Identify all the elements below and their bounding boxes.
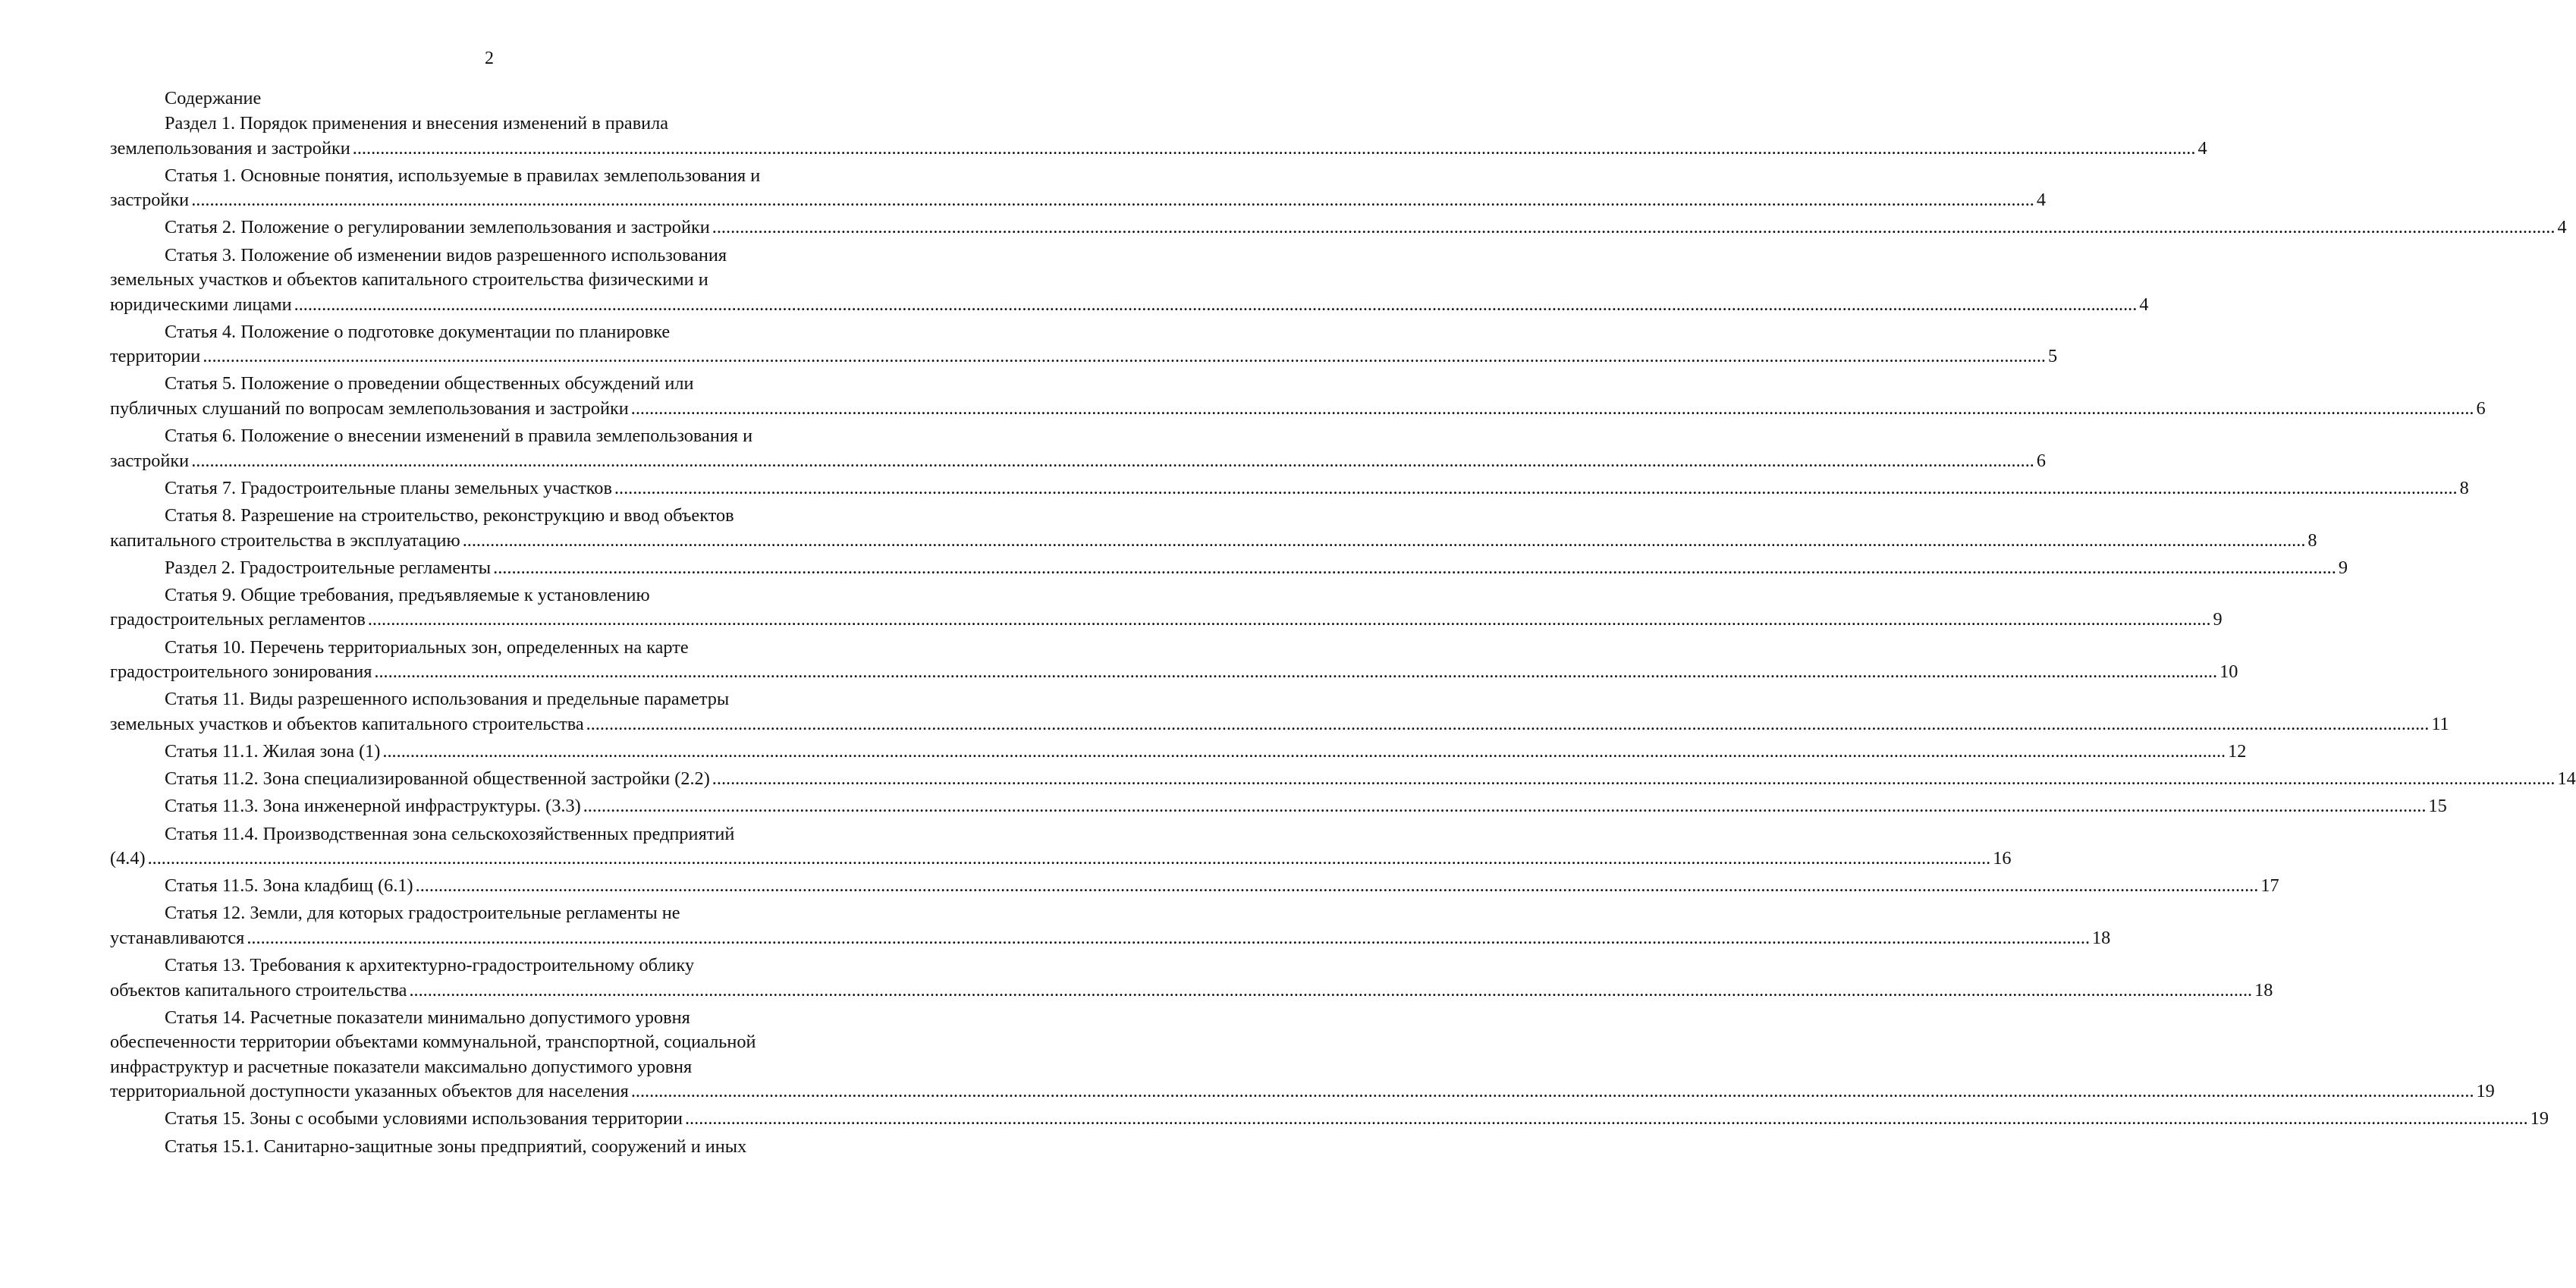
toc-entry-text: обеспеченности территории объектами коммунальной, транспортной, социальной	[110, 1032, 756, 1053]
toc-entry-text: Статья 3. Положение об изменении видов разрешенного использования	[165, 244, 727, 265]
toc-page-number: 16	[1993, 848, 2012, 869]
toc-entry[interactable]	[110, 504, 2317, 553]
toc-entry-text: публичных слушаний по вопросам землепользования и застройки	[110, 397, 629, 419]
toc-entry-text: землепользования и застройки	[110, 137, 350, 159]
toc-entry-line	[110, 164, 876, 189]
toc-entry-text: Статья 4. Положение о подготовке документации по планировке	[165, 321, 671, 342]
toc-entry[interactable]	[110, 424, 2047, 473]
toc-entry[interactable]	[110, 687, 2449, 737]
toc-entry-line	[110, 344, 2058, 369]
toc-leader-dots: ................................................................................................................................................................................................................................................................................................................................................................................................................	[147, 848, 1991, 869]
toc-entry-text: капитального строительства в эксплуатацию	[110, 529, 460, 551]
toc-entry-line	[110, 529, 2317, 554]
toc-entry[interactable]	[110, 583, 2223, 633]
toc-entry-text: Статья 13. Требования к архитектурно-градостроительному облику	[165, 955, 695, 976]
toc-entry[interactable]	[110, 767, 2576, 792]
toc-leader-dots: ................................................................................................................................................................................................................................................................................................................................................................................................................	[712, 217, 2556, 238]
toc-entry-text: Раздел 2. Градостроительные регламенты	[165, 557, 492, 578]
toc-page-number: 4	[2557, 217, 2567, 238]
toc-page-number: 6	[2476, 397, 2486, 419]
toc-entry-text: территории	[110, 346, 201, 367]
toc-entry[interactable]	[110, 164, 2047, 213]
toc-leader-dots: ................................................................................................................................................................................................................................................................................................................................................................................................................	[247, 927, 2091, 948]
toc-leader-dots: ................................................................................................................................................................................................................................................................................................................................................................................................................	[374, 661, 2218, 683]
toc-entry-line	[110, 660, 2238, 685]
toc-entry-text: Статья 8. Разрешение на строительство, реконструкцию и ввод объектов	[165, 505, 734, 526]
toc-entry-text: Статья 2. Положение о регулировании землепользования и застройки	[165, 217, 710, 238]
toc-leader-dots: ................................................................................................................................................................................................................................................................................................................................................................................................................	[684, 1108, 2528, 1129]
toc-entry-line	[110, 1055, 876, 1080]
toc-page-number: 6	[2036, 450, 2047, 471]
toc-entry-text: Статья 7. Градостроительные планы земельных участков	[165, 477, 612, 498]
toc-heading: Содержание	[165, 88, 262, 108]
toc-entry-line	[110, 424, 876, 449]
toc-page-number: 18	[2092, 927, 2111, 948]
toc-entry[interactable]	[110, 740, 2247, 765]
toc-entry[interactable]	[110, 556, 2348, 581]
toc-page-number: 18	[2254, 979, 2273, 1001]
toc-entry[interactable]	[110, 953, 2273, 1003]
toc-entry-line	[110, 293, 2149, 318]
toc-page-number: 19	[2530, 1108, 2549, 1129]
toc-entry[interactable]	[110, 476, 2469, 501]
toc-entry-text: устанавливаются	[110, 927, 245, 948]
toc-entry-line	[110, 137, 2207, 162]
toc-entry-text: Статья 11.2. Зона специализированной общественной застройки (2.2)	[165, 768, 710, 790]
toc-entry-line	[110, 608, 2223, 633]
toc-entry-line	[110, 847, 2012, 872]
toc-entry[interactable]	[110, 215, 2567, 240]
toc-entry-line	[110, 767, 2576, 792]
toc-entry-line	[110, 1107, 2549, 1132]
toc-entry[interactable]	[110, 901, 2111, 950]
toc-page-number: 19	[2476, 1081, 2495, 1102]
toc-leader-dots: ................................................................................................................................................................................................................................................................................................................................................................................................................	[409, 979, 2253, 1001]
toc-entry-line	[110, 476, 2469, 501]
toc-entry[interactable]	[110, 822, 2012, 872]
toc-entry-line	[110, 1030, 876, 1055]
toc-page-number: 5	[2048, 346, 2058, 367]
toc-entry-text: градостроительного зонирования	[110, 661, 372, 683]
toc-entry-line	[110, 243, 876, 269]
toc-entry[interactable]	[110, 112, 2207, 161]
toc-entry-text: (4.4)	[110, 848, 146, 869]
toc-page-number: 15	[2428, 796, 2447, 817]
toc-page-number: 11	[2431, 713, 2449, 734]
toc-entry-text: застройки	[110, 190, 190, 211]
toc-entry-text: территориальной доступности указанных объектов для населения	[110, 1081, 629, 1102]
toc-entry[interactable]	[110, 1107, 2549, 1132]
toc-entry-line	[110, 794, 2447, 819]
toc-entry-text: Статья 15. Зоны с особыми условиями использования территории	[165, 1108, 683, 1129]
toc-entry[interactable]	[110, 372, 2486, 421]
toc-leader-dots: ................................................................................................................................................................................................................................................................................................................................................................................................................	[294, 294, 2138, 315]
toc-page-number: 9	[2338, 557, 2348, 578]
toc-entry-line	[110, 740, 2247, 765]
toc-entry-text: объектов капитального строительства	[110, 979, 407, 1001]
toc-entry-line	[110, 636, 876, 661]
toc-entry-line	[110, 112, 876, 137]
toc-entry-text: земельных участков и объектов капитального строительства физическими и	[110, 269, 708, 291]
toc-entry-text: Статья 1. Основные понятия, используемые в правилах землепользования и	[165, 165, 761, 186]
toc-leader-dots: ................................................................................................................................................................................................................................................................................................................................................................................................................	[191, 450, 2034, 471]
toc-entry-text: земельных участков и объектов капитального строительства	[110, 713, 584, 734]
toc-entry-text: Статья 5. Положение о проведении общественных обсуждений или	[165, 373, 694, 394]
toc-entry-line	[110, 583, 876, 608]
toc-entry-text: юридическими лицами	[110, 294, 292, 315]
toc-entry-text: инфраструктур и расчетные показатели максимально допустимого уровня	[110, 1056, 693, 1077]
toc-page-number: 4	[2139, 294, 2149, 315]
toc-entry[interactable]	[110, 1006, 2495, 1104]
toc-entry[interactable]	[110, 636, 2238, 685]
toc-entry-text: Статья 6. Положение о внесении изменений в правила землепользования и	[165, 426, 753, 447]
toc-leader-dots: ................................................................................................................................................................................................................................................................................................................................................................................................................	[415, 875, 2259, 897]
toc-entry[interactable]	[110, 1135, 876, 1160]
toc-entry-text: Статья 9. Общие требования, предъявляемые к установлению	[165, 584, 650, 605]
toc-leader-dots: ................................................................................................................................................................................................................................................................................................................................................................................................................	[367, 609, 2211, 630]
toc-entry-line	[110, 397, 2486, 422]
toc-leader-dots: ................................................................................................................................................................................................................................................................................................................................................................................................................	[583, 796, 2427, 817]
toc-leader-dots: ................................................................................................................................................................................................................................................................................................................................................................................................................	[191, 190, 2034, 211]
toc-page-number: 12	[2228, 740, 2247, 762]
toc-entry-line	[110, 188, 2047, 213]
toc-entry-line	[110, 901, 876, 926]
toc-leader-dots: ................................................................................................................................................................................................................................................................................................................................................................................................................	[462, 529, 2306, 551]
toc-entry[interactable]	[110, 874, 2279, 899]
toc-entry-line	[110, 712, 2449, 737]
toc-entry-line	[110, 268, 876, 293]
toc-leader-dots: ................................................................................................................................................................................................................................................................................................................................................................................................................	[382, 740, 2226, 762]
toc-entries	[110, 112, 2576, 1159]
toc-page-number: 4	[2197, 137, 2207, 159]
toc-entry-text: градостроительных регламентов	[110, 609, 366, 630]
toc-entry-line	[110, 320, 876, 345]
toc-page-number: 4	[2036, 190, 2047, 211]
toc-entry-line	[110, 926, 2111, 951]
toc-entry-line	[110, 874, 2279, 899]
toc-page-number: 10	[2219, 661, 2238, 683]
toc-entry-text: Статья 14. Расчетные показатели минимально допустимого уровня	[165, 1007, 690, 1028]
toc-entry[interactable]	[110, 243, 2149, 318]
toc-entry-line	[110, 215, 2567, 240]
toc-entry-line	[110, 504, 876, 529]
toc-leader-dots: ................................................................................................................................................................................................................................................................................................................................................................................................................	[614, 477, 2458, 498]
toc-entry-text: Статья 11.1. Жилая зона (1)	[165, 740, 381, 762]
toc-leader-dots: ................................................................................................................................................................................................................................................................................................................................................................................................................	[203, 346, 2046, 367]
toc-entry-line	[110, 556, 2348, 581]
toc-entry-line	[110, 372, 876, 397]
toc-page-number: 17	[2260, 875, 2279, 897]
toc-leader-dots: ................................................................................................................................................................................................................................................................................................................................................................................................................	[586, 713, 2430, 734]
toc-entry-line	[110, 953, 876, 979]
toc-page-number: 8	[2459, 477, 2469, 498]
toc-entry-text: Статья 11.5. Зона кладбищ (6.1)	[165, 875, 413, 897]
toc-entry[interactable]	[110, 794, 2447, 819]
toc-entry-text: Раздел 1. Порядок применения и внесения изменений в правила	[165, 113, 669, 134]
toc-entry[interactable]	[110, 320, 2058, 369]
toc-entry-line	[110, 1135, 876, 1160]
toc-entry-line	[110, 687, 876, 712]
toc-leader-dots: ................................................................................................................................................................................................................................................................................................................................................................................................................	[493, 557, 2336, 578]
toc-page-number: 14	[2557, 768, 2576, 790]
toc-page-number: 9	[2213, 609, 2223, 630]
toc-entry-text: застройки	[110, 450, 190, 471]
toc-leader-dots: ................................................................................................................................................................................................................................................................................................................................................................................................................	[630, 1081, 2474, 1102]
toc-entry-line	[110, 1006, 876, 1031]
toc-entry-text: Статья 12. Земли, для которых градостроительные регламенты не	[165, 903, 680, 924]
toc-entry-text: Статья 10. Перечень территориальных зон, определенных на карте	[165, 636, 689, 658]
toc-entry-text: Статья 11.3. Зона инженерной инфраструктуры. (3.3)	[165, 796, 581, 817]
page-number: 2	[485, 49, 494, 68]
toc-entry-line	[110, 822, 876, 847]
toc-entry-text: Статья 11.4. Производственная зона сельскохозяйственных предприятий	[165, 823, 735, 844]
toc-entry-line	[110, 1079, 2495, 1104]
toc-entry-line	[110, 449, 2047, 474]
toc-leader-dots: ................................................................................................................................................................................................................................................................................................................................................................................................................	[630, 397, 2474, 419]
toc-leader-dots: ................................................................................................................................................................................................................................................................................................................................................................................................................	[352, 137, 2196, 159]
toc-entry-text: Статья 11. Виды разрешенного использования и предельные параметры	[165, 689, 730, 710]
table-of-contents	[110, 86, 2576, 1162]
toc-leader-dots: ................................................................................................................................................................................................................................................................................................................................................................................................................	[712, 768, 2556, 790]
toc-page-number: 8	[2307, 529, 2317, 551]
toc-entry-text: Статья 15.1. Санитарно-защитные зоны предприятий, сооружений и иных	[165, 1136, 747, 1157]
toc-entry-line	[110, 979, 2273, 1004]
